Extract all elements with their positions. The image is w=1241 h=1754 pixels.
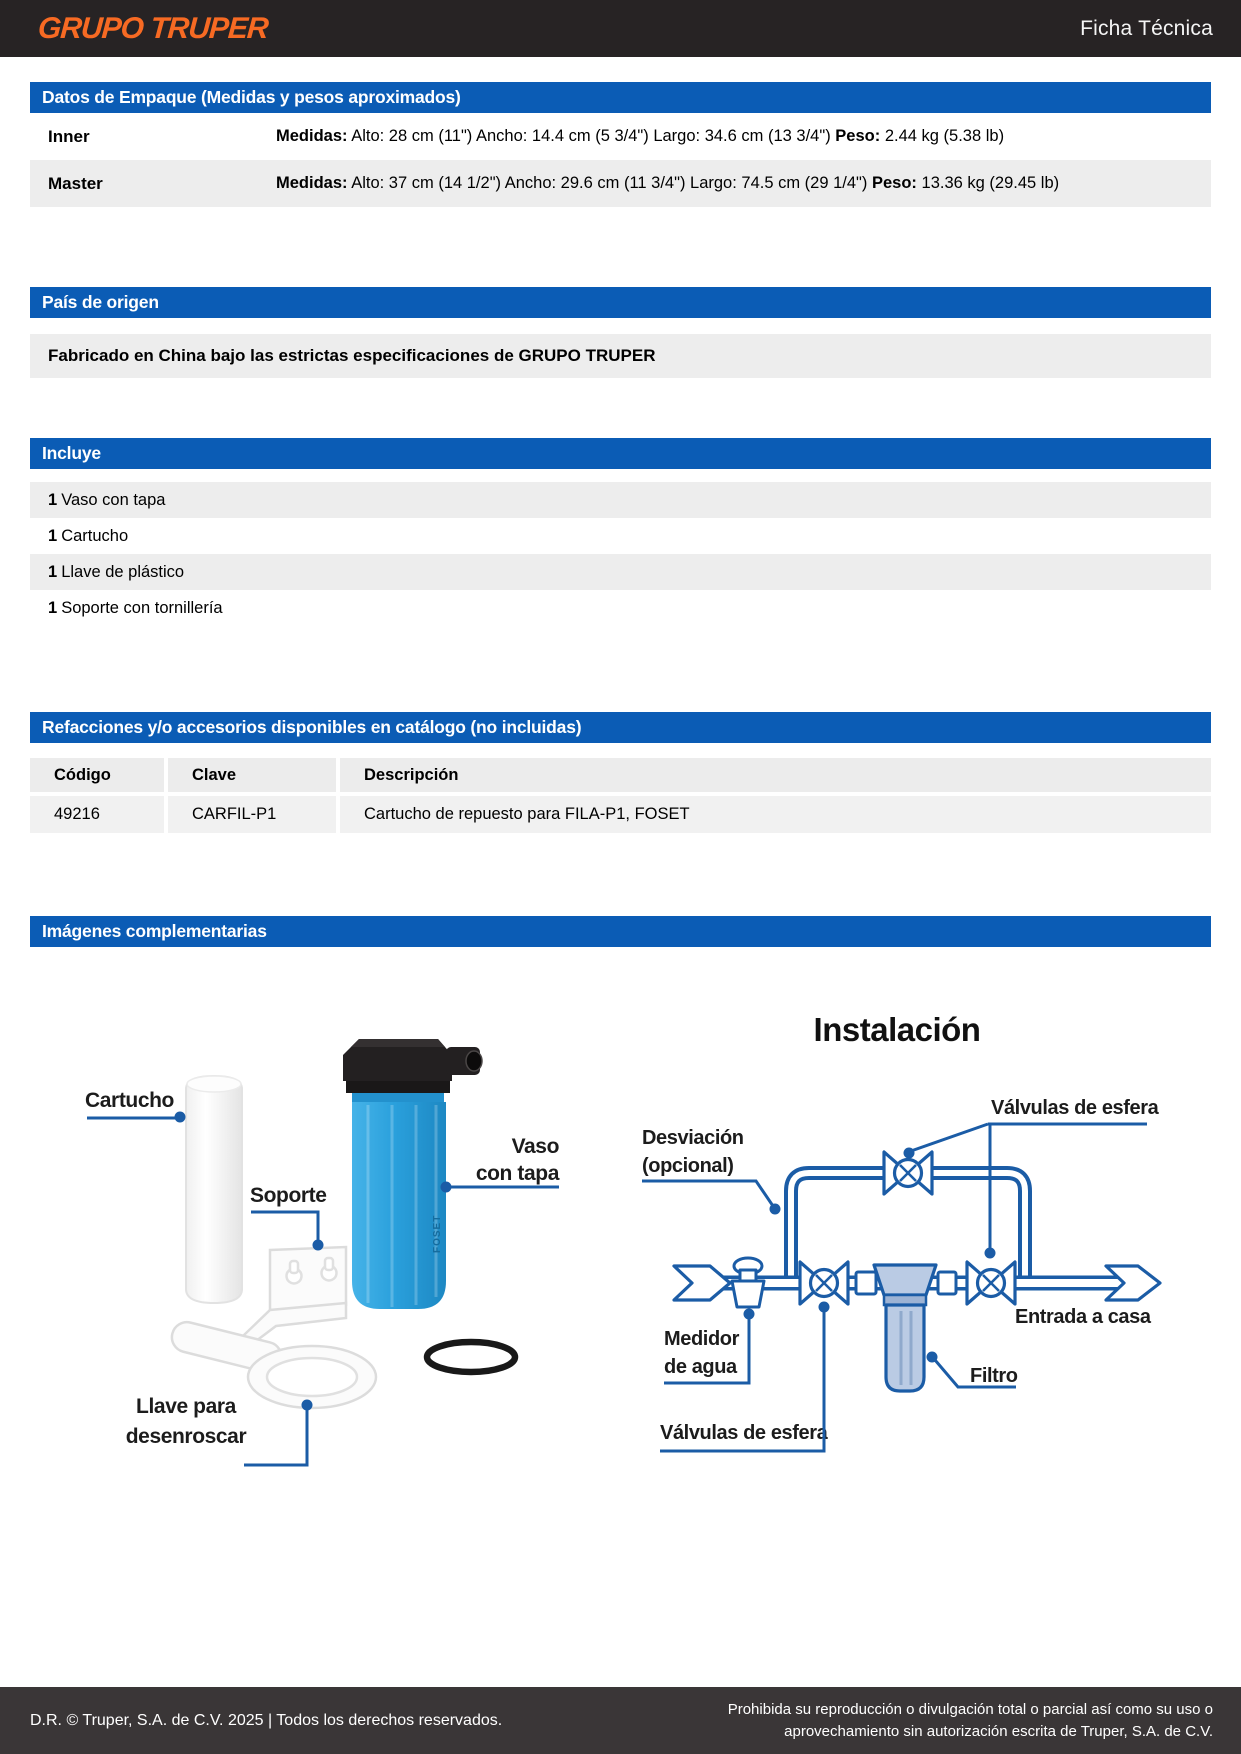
svg-text:de agua: de agua — [664, 1356, 737, 1378]
label-filtro — [927, 1352, 1018, 1388]
grupo-truper-logo: GRUPO TRUPER — [36, 11, 269, 45]
section-title-imagenes: Imágenes complementarias — [30, 916, 1211, 947]
svg-text:con tapa: con tapa — [475, 1162, 559, 1185]
section-title-empaque: Datos de Empaque (Medidas y pesos aproximados) — [30, 82, 1211, 113]
top-header-bar — [0, 0, 1241, 57]
footer-bar — [0, 1687, 1241, 1754]
table-row — [30, 796, 1211, 833]
incluye-list — [30, 482, 1211, 626]
empaque-row-master — [30, 160, 1211, 207]
label-soporte — [250, 1184, 327, 1251]
cartridge-image — [186, 1076, 242, 1303]
section-title-refacciones: Refacciones y/o accesorios disponibles en catálogo (no incluidas) — [30, 712, 1211, 743]
svg-text:Llave para: Llave para — [136, 1395, 236, 1418]
housing-body — [352, 1102, 446, 1309]
section-title-origen: País de origen — [30, 287, 1211, 318]
label-medidor-de-agua — [664, 1309, 755, 1384]
cell-codigo: 49216 — [30, 796, 164, 833]
ball-valve-right — [967, 1262, 1015, 1304]
figures-area — [30, 947, 1211, 1513]
column-header-codigo: Código — [30, 758, 164, 792]
row-value: Medidas: Alto: 28 cm (11") Ancho: 14.4 cm (5 3/4") Largo: 34.6 cm (13 3/4") Peso: 2.44 kg (5.38 lb) — [276, 127, 1005, 145]
origen-text: Fabricado en China bajo las estrictas especificaciones de GRUPO TRUPER — [30, 334, 1211, 378]
list-item: 1 Llave de plástico — [30, 554, 1211, 590]
bracket-image — [244, 1247, 346, 1350]
label-vaso-con-tapa — [441, 1135, 560, 1193]
cell-descripcion: Cartucho de repuesto para FILA-P1, FOSET — [340, 796, 1211, 833]
column-header-clave: Clave — [168, 758, 336, 792]
cell-clave: CARFIL-P1 — [168, 796, 336, 833]
section-incluye — [30, 438, 1211, 626]
inlet-arrow — [674, 1266, 730, 1300]
svg-text:Válvulas de esfera: Válvulas de esfera — [660, 1422, 828, 1444]
svg-text:Cartucho: Cartucho — [85, 1089, 174, 1112]
row-value: Medidas: Alto: 37 cm (14 1/2") Ancho: 29.6 cm (11 3/4") Largo: 74.5 cm (29 1/4") Peso: 13.36 kg (29.45 lb) — [276, 174, 1060, 192]
row-label: Master — [48, 173, 103, 193]
list-item: 1 Vaso con tapa — [30, 482, 1211, 518]
list-item: 1 Soporte con tornillería — [48, 599, 223, 617]
ball-valve-left — [800, 1262, 848, 1304]
water-meter — [732, 1258, 764, 1307]
column-header-descripcion: Descripción — [340, 758, 1211, 792]
housing-brand-text: FOSET — [432, 1214, 443, 1253]
housing-image — [343, 1039, 482, 1309]
housing-port-hole — [466, 1051, 482, 1071]
table-header-row — [30, 758, 1211, 792]
section-refacciones — [30, 712, 1211, 833]
label-desviacion — [642, 1127, 781, 1215]
label-entrada-a-casa: Entrada a casa — [1015, 1306, 1151, 1328]
refacciones-table — [30, 758, 1211, 833]
document-type-label: Ficha Técnica — [1080, 16, 1213, 40]
svg-text:Medidor: Medidor — [664, 1328, 739, 1350]
svg-text:Válvulas de esfera: Válvulas de esfera — [991, 1097, 1159, 1119]
svg-text:Filtro: Filtro — [970, 1365, 1018, 1387]
svg-text:desenroscar: desenroscar — [125, 1425, 247, 1448]
section-title-incluye: Incluye — [30, 438, 1211, 469]
legal-text: Prohibida su reproducción o divulgación total o parcial así como su uso o aprovechamiento sin autorización escrita de Truper, S.A. de C.V. — [727, 1700, 1213, 1740]
filter-symbol — [856, 1265, 956, 1391]
section-datos-empaque — [30, 82, 1211, 207]
installation-diagram — [618, 983, 1213, 1483]
installation-title: Instalación — [813, 1011, 981, 1048]
svg-text:(opcional): (opcional) — [642, 1155, 734, 1177]
empaque-row-inner — [30, 113, 1211, 160]
list-item: 1 Cartucho — [48, 527, 129, 545]
row-label: Inner — [48, 126, 90, 146]
svg-text:Vaso: Vaso — [511, 1135, 559, 1158]
section-pais-origen — [30, 287, 1211, 378]
copyright-text: D.R. © Truper, S.A. de C.V. 2025 | Todos los derechos reservados. — [30, 1711, 503, 1729]
section-imagenes — [30, 916, 1211, 1513]
svg-text:Desviación: Desviación — [642, 1127, 744, 1149]
product-parts-figure — [30, 953, 590, 1513]
label-cartucho — [85, 1089, 186, 1123]
svg-text:Soporte: Soporte — [250, 1184, 327, 1207]
oring-image — [427, 1342, 515, 1372]
content-area — [30, 82, 1211, 1513]
